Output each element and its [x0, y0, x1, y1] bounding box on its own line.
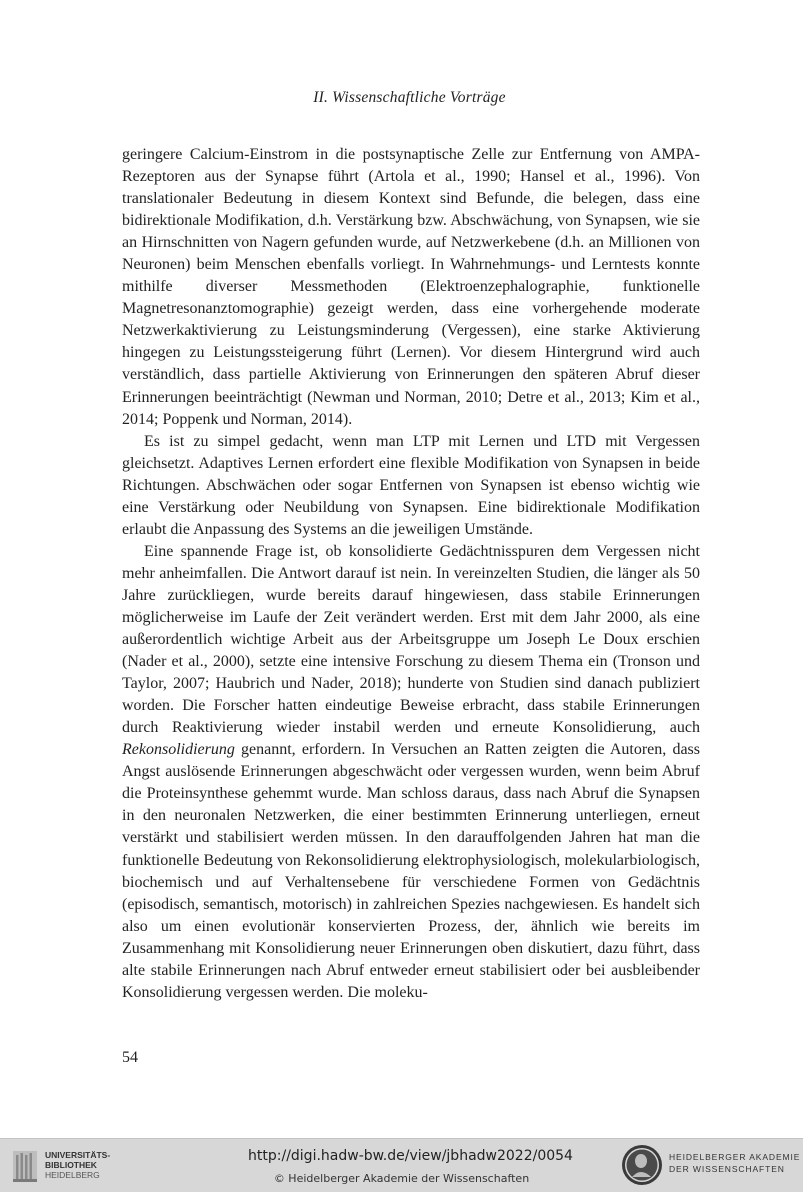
running-head: II. Wissenschaftliche Vorträge — [313, 89, 506, 106]
footer-bar — [0, 1138, 803, 1192]
page-number: 54 — [122, 1049, 138, 1066]
paragraph-3-text-before: Eine spannende Frage ist, ob konsolidierte Gedächtnisspuren dem Vergessen nicht mehr anheimfallen. Die Antwort darauf ist nein. In vereinzelten Studien, die länger als 50 Jahre zurückliegen, wurde bereits darauf hingewiesen, dass stabile Erinnerungen möglicherweise im Laufe der Zeit verändert werden. Erst mit dem Jahr 2000, als eine außerordentlich wichtige Arbeit aus der Arbeitsgruppe um Joseph Le Doux erschien (Nader et al., 2000), setzte eine intensive Forschung zu diesem Thema ein (Tronson und Taylor, 2007; Haubrich und Nader, 2018); hunderte von Studien sind danach publiziert worden. Die Forscher hatten eindeutige Beweise erbracht, dass stabile Erinnerungen durch Reaktivierung wieder instabil werden und erneute Konsolidierung, auch — [122, 542, 700, 737]
library-name-line-2: BIBLIOTHEK — [45, 1160, 97, 1170]
paragraph-3-text-after: genannt, erfordern. In Versuchen an Ratten zeigten die Autoren, dass Angst auslösende Erinnerungen abgeschwächt oder vergessen wurden, wenn beim Abruf die Proteinsynthese gehemmt wurde. Man schloss daraus, dass nach Abruf die Synapsen in den neuronalen Netzwerken, die einer bestimmten Erinnerung unterliegen, erneut verstärkt und stabilisiert werden müssen. In den darauffolgenden Jahren hat man die funktionelle Bedeutung von Rekonsolidierung elektrophysiologisch, molekularbiologisch, biochemisch und auf Verhaltensebene für verschiedene Formen von Gedächtnis (episodisch, semantisch, motorisch) in zahlreichen Spezies nachgewiesen. Es handelt sich also um einen evolutionär konservierten Prozess, der, ähnlich wie bereits im Zusammenhang mit Konsolidierung neuer Erinnerungen oben diskutiert, dazu führt, dass alte stabile Erinnerungen nach Abruf entweder erneut stabilisiert oder bei ausbleibender Konsolidierung vergessen werden. Die moleku- — [122, 741, 700, 1001]
paragraph-1: geringere Calcium-Einstrom in die postsynaptische Zelle zur Entfernung von AMPA-Rezeptoren aus der Synapse führt (Artola et al., 1990; Hansel et al., 1996). Von translationaler Bedeutung in diesem Kontext sind Befunde, die belegen, dass eine bidirektionale Modifikation, d.h. Verstärkung bzw. Abschwächung, von Synapsen, wie sie an Hirnschnitten von Nagern gefunden wurde, auf Netzwerkebene (d.h. an Millionen von Neuronen) beim Menschen ebenfalls vorliegt. In Wahrnehmungs- und Lerntests konnte mithilfe diverser Messmethoden (Elektroenzephalographie, funktionelle Magnetresonanztomographie) gezeigt werden, dass eine vorhergehende moderate Netzwerkaktivierung zu Leistungsminderung (Vergessen), eine starke Aktivierung hingegen zu Leistungssteigerung führt (Lernen). Vor diesem Hintergrund wird auch verständlich, dass partielle Aktivierung von Erinnerungen den späteren Abruf dieser Erinnerungen beeinträchtigt (Newman und Norman, 2010; Detre et al., 2013; Kim et al., 2014; Poppenk und Norman, 2014). — [122, 146, 700, 428]
academy-name-line-2: DER WISSENSCHAFTEN — [669, 1163, 785, 1174]
library-name-line-1: UNIVERSITÄTS- — [45, 1150, 111, 1160]
body-text — [122, 144, 700, 1004]
source-url-link[interactable]: http://digi.hadw-bw.de/view/jbhadw2022/0054 — [248, 1148, 573, 1164]
academy-name — [669, 1152, 800, 1175]
copyright-notice: © Heidelberger Akademie der Wissenschaften — [273, 1172, 530, 1185]
library-name-line-3: HEIDELBERG — [45, 1170, 100, 1180]
paragraph-3 — [122, 541, 700, 1004]
academy-name-line-1: HEIDELBERGER AKADEMIE — [669, 1152, 801, 1162]
paragraph-2: Es ist zu simpel gedacht, wenn man LTP mit Lernen und LTD mit Vergessen gleichsetzt. Adaptives Lernen erfordert eine flexible Modifikation von Synapsen in beide Richtungen. Abschwächen oder sogar Entfernen von Synapsen ist ebenso wichtig wie eine Verstärkung oder Neubildung von Synapsen. Eine bidirektionale Modifikation erlaubt die Anpassung des Systems an die jeweiligen Umstände. — [122, 432, 700, 538]
paragraph-3-emphasis: Rekonsolidierung — [122, 741, 235, 759]
academy-seal-icon — [620, 1143, 664, 1187]
